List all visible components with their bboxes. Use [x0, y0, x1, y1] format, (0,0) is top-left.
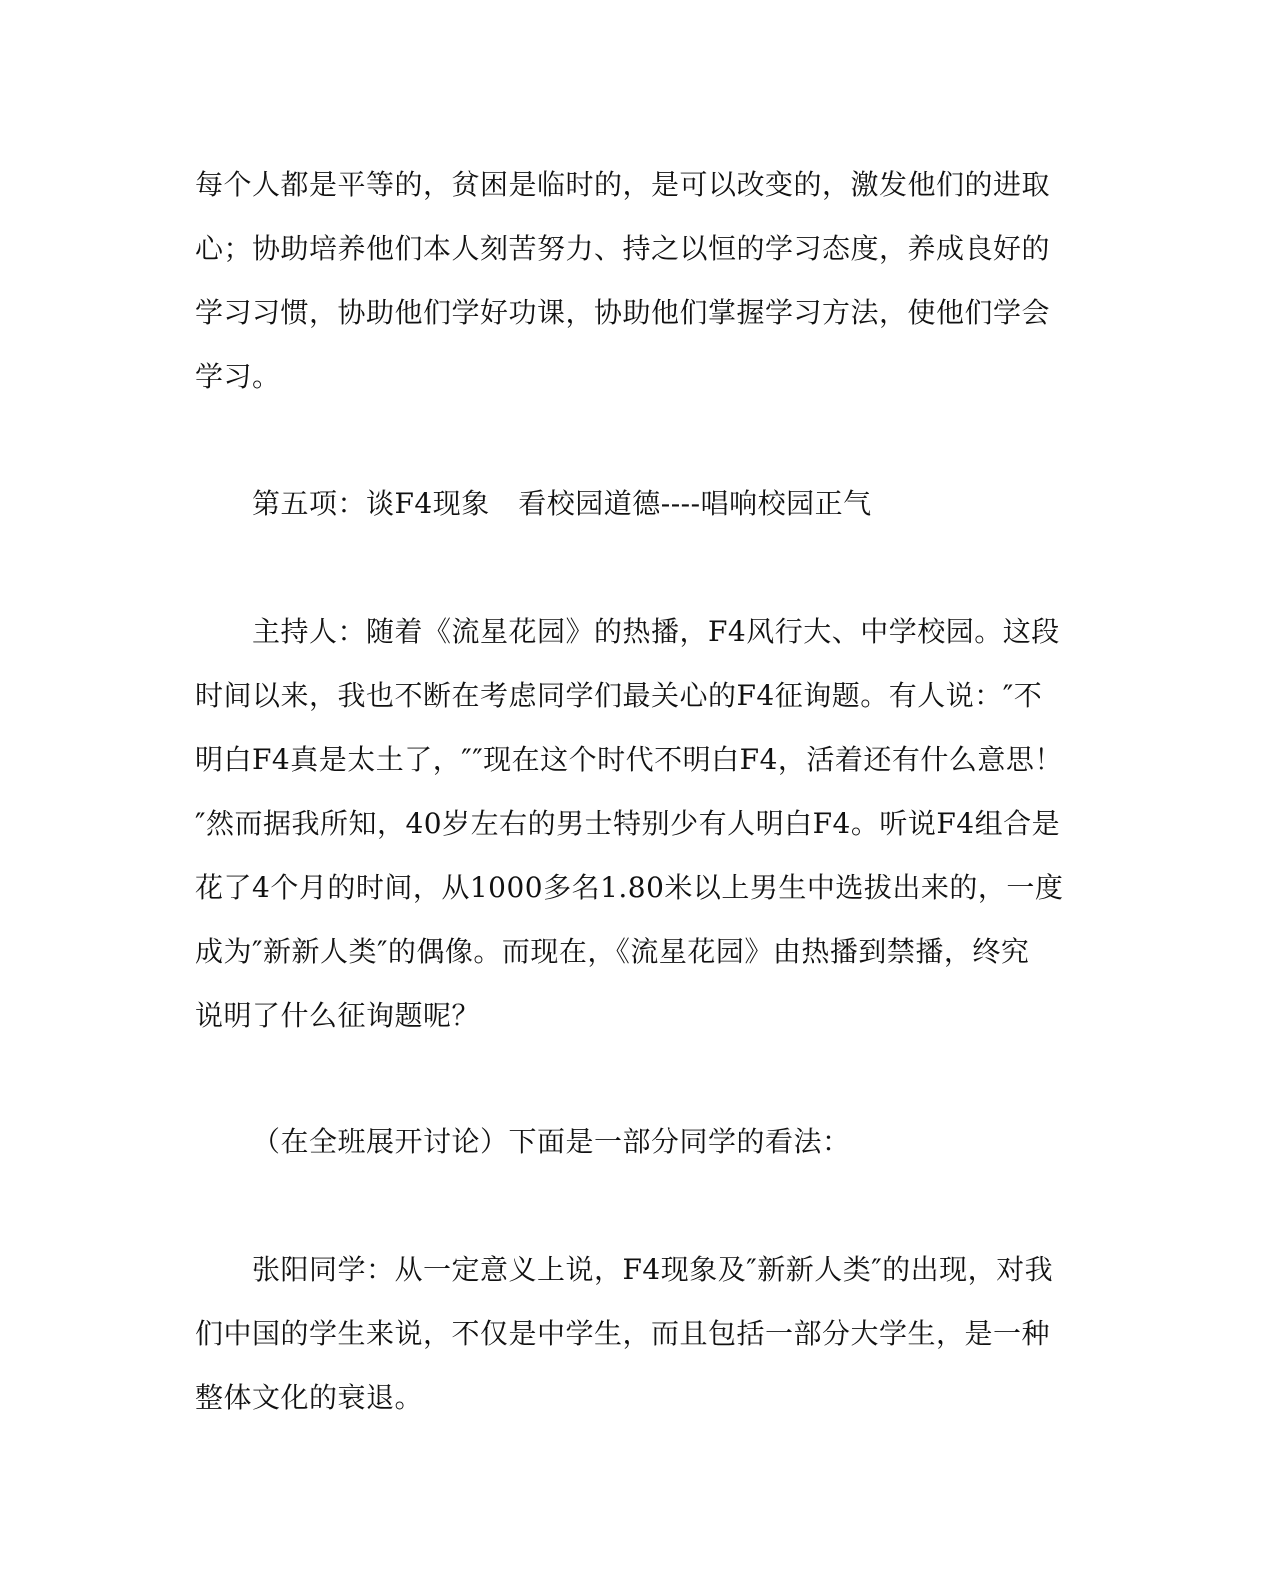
text-line: 心；协助培养他们本人刻苦努力、持之以恒的学习态度，养成良好的: [195, 232, 1051, 265]
section-heading: 第五项：谈F4现象 看校园道德----唱响校园正气: [252, 487, 872, 520]
text-line: 说明了什么征询题呢？: [195, 999, 481, 1032]
text-line: （在全班展开讨论）下面是一部分同学的看法：: [252, 1125, 851, 1158]
text-line: 整体文化的衰退。: [195, 1381, 424, 1414]
text-line: 明白F4真是太土了，″″现在这个时代不明白F4，活着还有什么意思！: [195, 743, 1063, 776]
text-line: 们中国的学生来说，不仅是中学生，而且包括一部分大学生，是一种: [195, 1317, 1051, 1350]
paragraph-equality: [195, 153, 1055, 409]
text-line: 张阳同学：从一定意义上说，F4现象及″新新人类″的出现，对我: [252, 1253, 1054, 1286]
paragraph-class-discussion: [195, 1110, 1055, 1174]
paragraph-host-remarks: [195, 600, 1064, 1048]
section-heading-item-five: [195, 472, 1055, 536]
text-line: 时间以来，我也不断在考虑同学们最关心的F4征询题。有人说：″不: [195, 679, 1043, 712]
text-line: 每个人都是平等的，贫困是临时的，是可以改变的，激发他们的进取: [195, 168, 1051, 201]
text-line: 花了4个月的时间，从1000多名1.80米以上男生中选拔出来的，一度: [195, 871, 1064, 904]
text-line: ″然而据我所知，40岁左右的男士特别少有人明白F4。听说F4组合是: [195, 807, 1061, 840]
text-line: 学习。: [195, 360, 281, 393]
text-line: 主持人：随着《流星花园》的热播，F4风行大、中学校园。这段: [252, 615, 1060, 648]
text-line: 学习习惯，协助他们学好功课，协助他们掌握学习方法，使他们学会: [195, 296, 1051, 329]
paragraph-zhang-yang: [195, 1238, 1055, 1430]
text-line: 成为″新新人类″的偶像。而现在，《流星花园》由热播到禁播，终究: [195, 935, 1030, 968]
